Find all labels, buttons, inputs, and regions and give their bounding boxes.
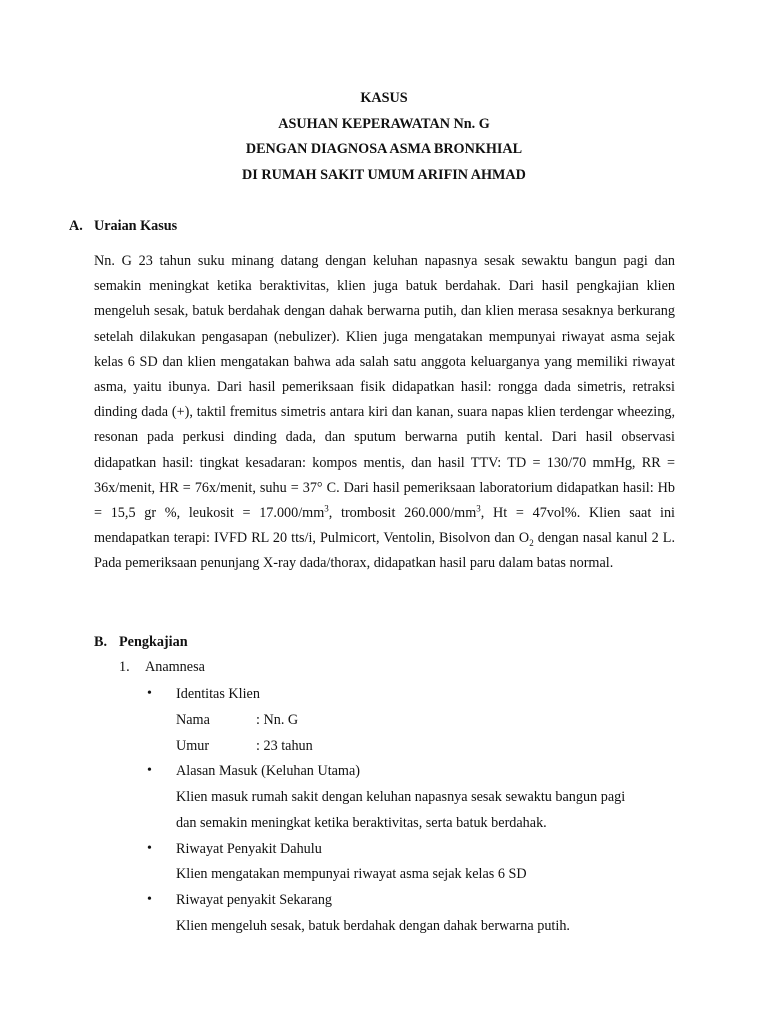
alasan-line-1: Klien masuk rumah sakit dengan keluhan napasnya sesak sewaktu bangun pagi xyxy=(176,789,626,805)
title-line-1: KASUS xyxy=(360,90,408,106)
bullet-riwayat-dahulu: • xyxy=(147,841,152,856)
title-line-4: DI RUMAH SAKIT UMUM ARIFIN AHMAD xyxy=(242,166,526,183)
bullet-identitas: • xyxy=(147,686,152,701)
section-b-heading xyxy=(94,632,188,652)
alasan-title: Alasan Masuk (Keluhan Utama) xyxy=(176,763,360,779)
paragraph-part-4: dengan nasal kanul 2 L. Pada pemeriksaan penunjang X-ray dada/thorax, didapatkan hasil paru dalam batas normal. xyxy=(94,530,675,572)
identitas-title: Identitas Klien xyxy=(176,686,260,702)
superscript-1: 3 xyxy=(324,503,329,514)
umur-value: : 23 tahun xyxy=(256,738,313,754)
nama-value: : Nn. G xyxy=(256,712,299,728)
section-a-marker: A. xyxy=(69,218,83,234)
anamnesa-item xyxy=(119,657,205,677)
paragraph-part-3: , Ht = 47vol%. Klien saat ini mendapatkan terapi: IVFD RL 20 tts/i, Pulmicort, Ventolin, Bisolvon dan O xyxy=(94,505,675,547)
riwayat-dahulu-line-1: Klien mengatakan mempunyai riwayat asma sejak kelas 6 SD xyxy=(176,866,527,882)
document-title xyxy=(0,86,768,188)
riwayat-sekarang-line-1: Klien mengeluh sesak, batuk berdahak dengan dahak berwarna putih. xyxy=(176,918,570,934)
umur-row xyxy=(176,736,313,756)
section-b-marker: B. xyxy=(94,634,108,650)
nama-row xyxy=(176,710,298,730)
bullet-alasan: • xyxy=(147,763,152,778)
nama-label: Nama xyxy=(176,712,210,728)
paragraph-part-2: , trombosit 260.000/mm xyxy=(328,505,477,522)
umur-label: Umur xyxy=(176,738,210,754)
subscript-1: 2 xyxy=(529,538,534,549)
section-a-heading xyxy=(69,216,177,236)
title-line-3: DENGAN DIAGNOSA ASMA BRONKHIAL xyxy=(245,141,523,157)
title-line-2: ASUHAN KEPERAWATAN Nn. G xyxy=(278,115,490,132)
riwayat-sekarang-title: Riwayat penyakit Sekarang xyxy=(176,892,333,908)
superscript-2: 3 xyxy=(476,503,481,514)
riwayat-dahulu-title: Riwayat Penyakit Dahulu xyxy=(176,841,322,857)
section-b-title: Pengkajian xyxy=(119,634,188,650)
section-a-title: Uraian Kasus xyxy=(94,218,178,234)
anamnesa-label: Anamnesa xyxy=(145,659,205,675)
case-description-paragraph xyxy=(94,249,675,577)
paragraph-part-1: Nn. G 23 tahun suku minang datang dengan keluhan napasnya sesak sewaktu bangun pagi dan semakin meningkat ketika beraktivitas, klien juga batuk berdahak. Dari hasil pengkajian klien mengeluh sesak, batuk berdahak dengan dahak berwarna putih, dan klien merasa sesaknya berkurang setelah dilakukan pengasapan (nebulizer). Klien juga mengatakan mempunyai riwayat asma sejak kelas 6 SD dan klien mengatakan bahwa ada salah satu anggota keluarganya yang memiliki riwayat asma, yaitu ibunya. Dari hasil pemeriksaan fisik didapatkan hasil: rongga dada simetris, retraksi dinding dada (+), taktil fremitus simetris antara kiri dan kanan, suara napas klien terdengar wheezing, resonan pada perkusi dinding dada, dan sputum berwarna putih kental. Dari hasil observasi didapatkan hasil: tingkat kesadaran: kompos mentis, dan hasil TTV: TD = 130/70 mmHg, RR = 36x/menit, HR = 76x/menit, suhu = 37° C. Dari hasil pemeriksaan laboratorium didapatkan hasil: Hb = 15,5 gr %, leukosit = 17.000/mm xyxy=(94,253,675,522)
alasan-line-2: dan semakin meningkat ketika beraktivitas, serta batuk berdahak. xyxy=(176,815,547,831)
anamnesa-marker: 1. xyxy=(119,659,130,675)
bullet-riwayat-sekarang: • xyxy=(147,892,152,907)
